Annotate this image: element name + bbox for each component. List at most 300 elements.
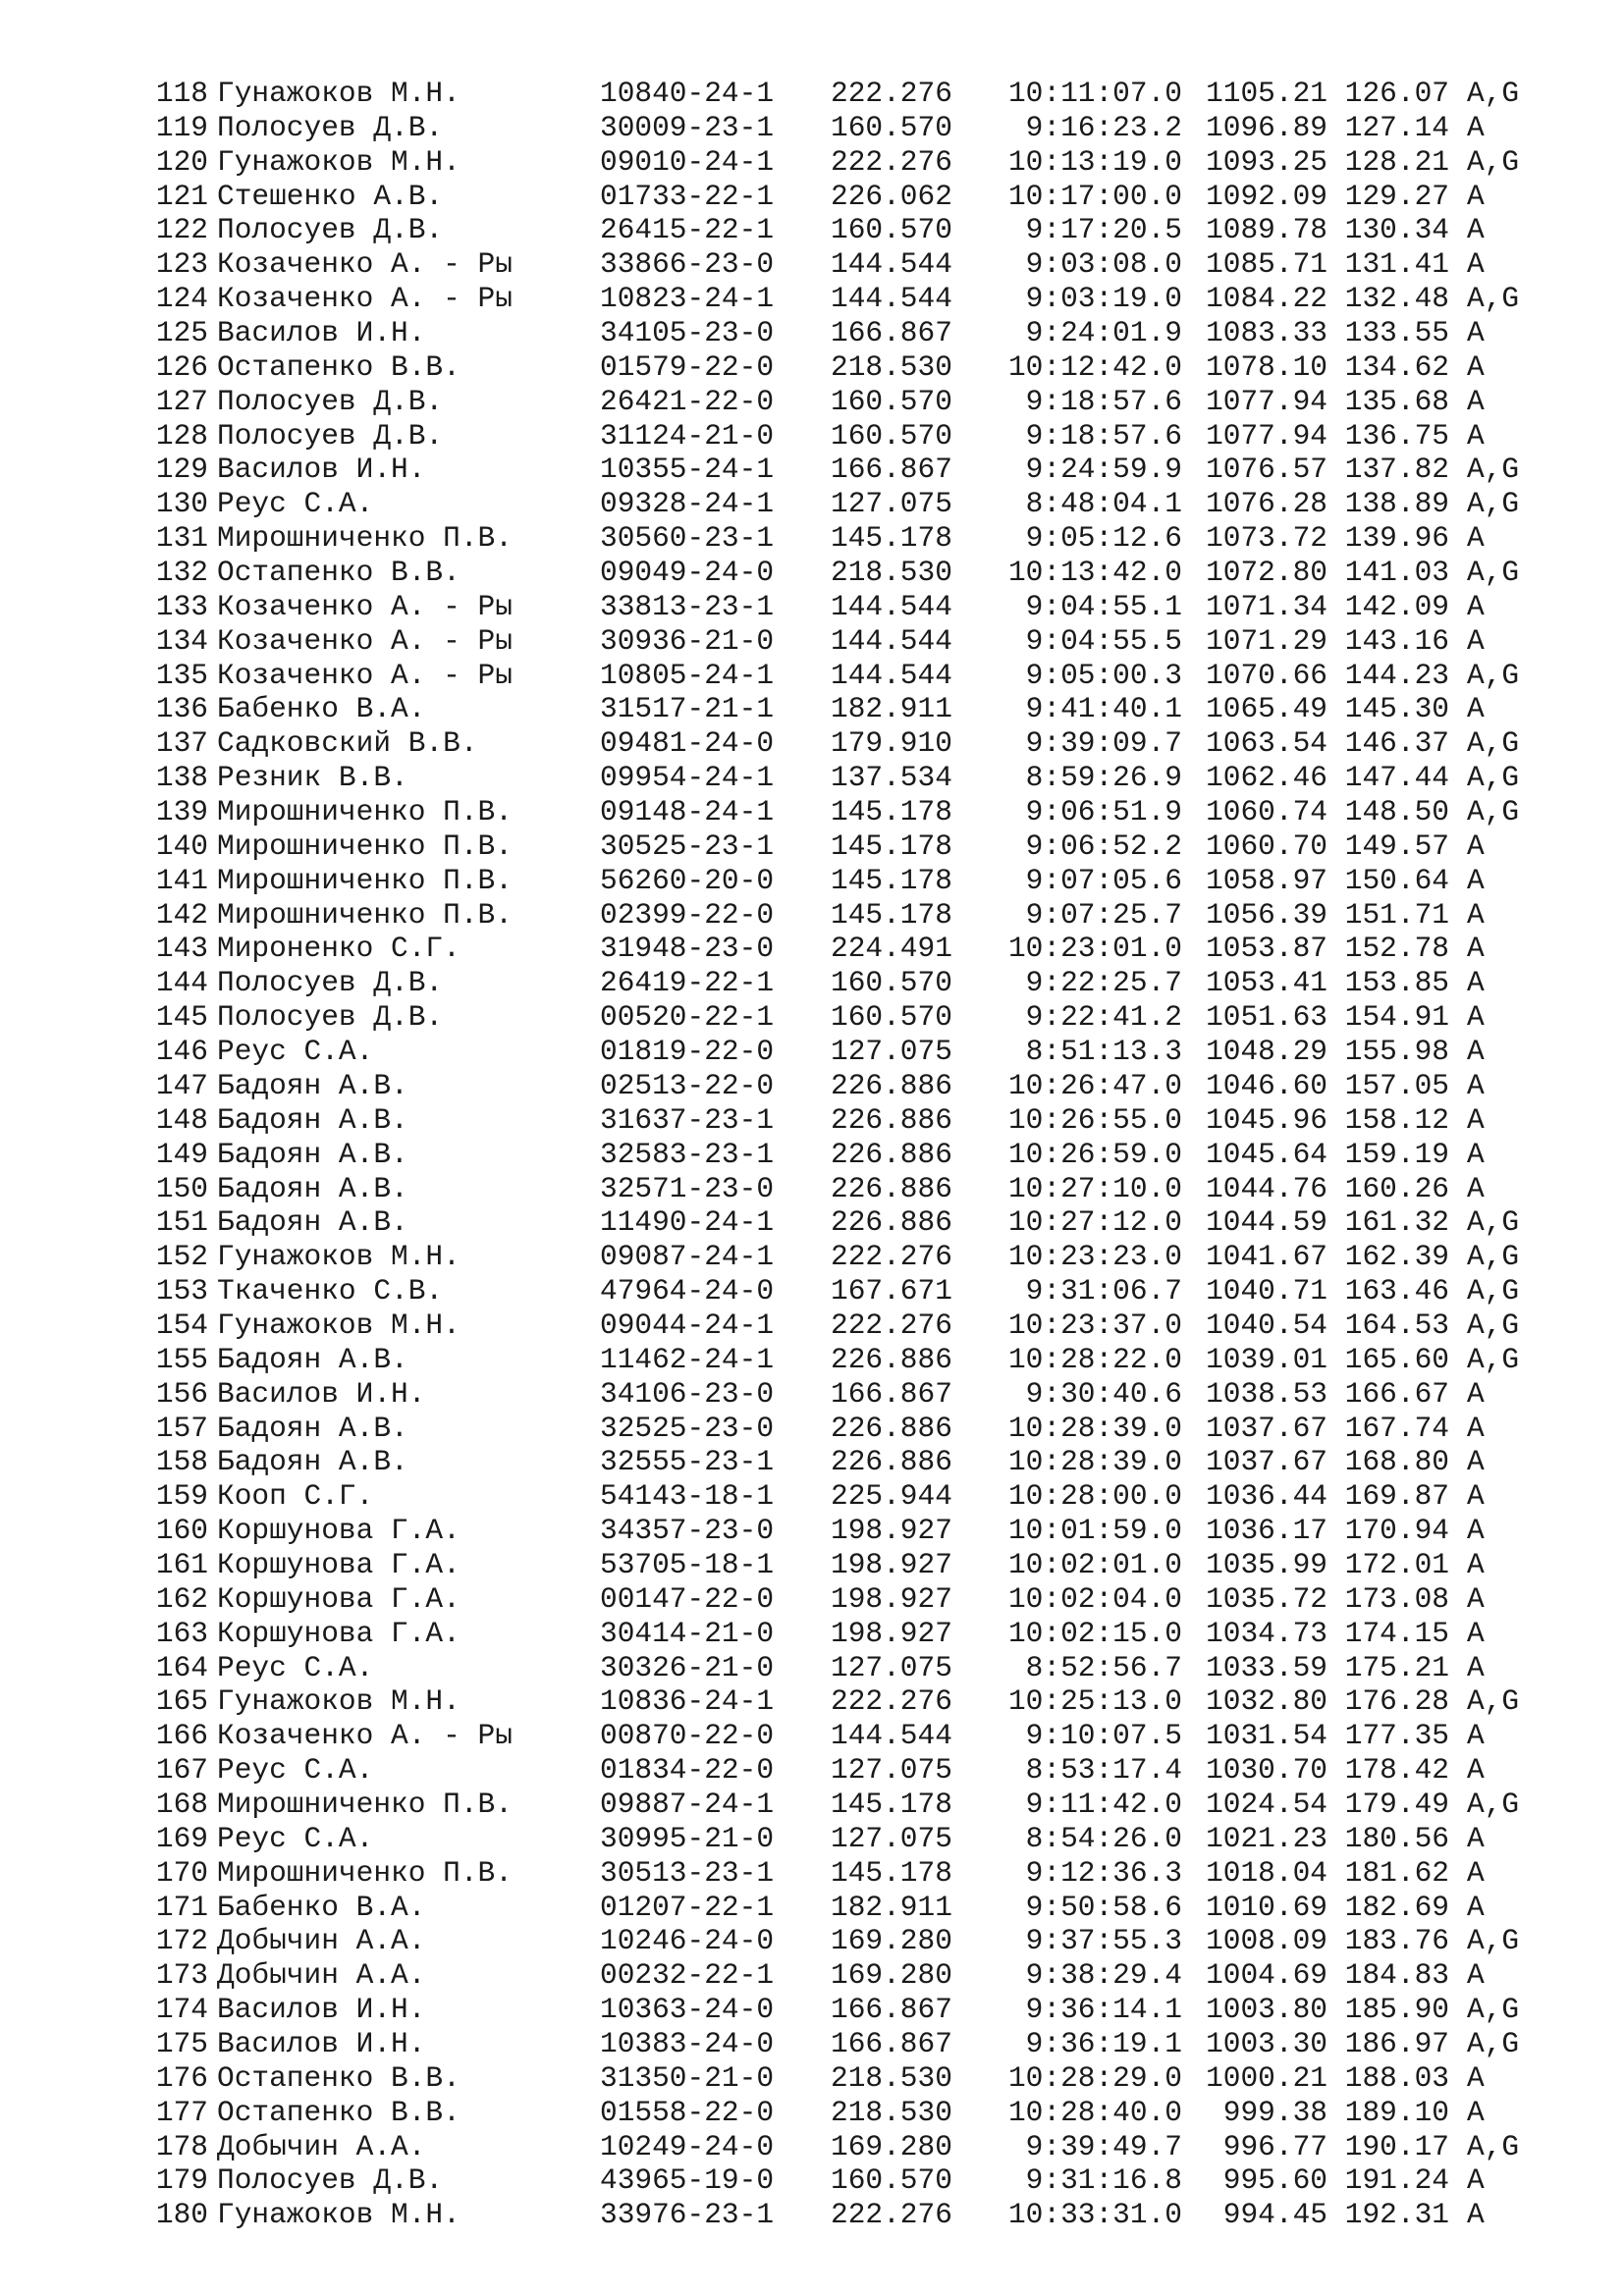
place-number: 144 — [155, 966, 208, 1000]
speed: 1077.94 — [1206, 418, 1327, 453]
ring-number: 01834-22-0 — [600, 1753, 775, 1788]
place-number: 133 — [155, 589, 208, 623]
place-number: 142 — [155, 897, 208, 932]
distance: 222.276 — [831, 1308, 952, 1342]
speed: 1051.63 — [1206, 1000, 1327, 1035]
speed: 1038.53 — [1206, 1376, 1327, 1411]
speed: 1046.60 — [1206, 1068, 1327, 1102]
arrival-time: 10:28:29.0 — [1007, 2060, 1182, 2095]
arrival-time: 10:28:39.0 — [1007, 1445, 1182, 1479]
distance: 169.280 — [831, 2129, 952, 2163]
distance: 145.178 — [831, 1855, 952, 1890]
flags: A — [1467, 1650, 1485, 1684]
ring-number: 01819-22-0 — [600, 1035, 775, 1069]
arrival-time: 9:16:23.2 — [1025, 110, 1182, 144]
ring-number: 11490-24-1 — [600, 1205, 775, 1240]
fancier-name: Коршунова Г.А. — [217, 1581, 460, 1616]
coefficient: 185.90 — [1344, 1993, 1449, 2027]
distance: 144.544 — [831, 282, 952, 316]
place-number: 129 — [155, 453, 208, 487]
place-number: 149 — [155, 1137, 208, 1171]
coefficient: 133.55 — [1344, 316, 1449, 350]
coefficient: 183.76 — [1344, 1924, 1449, 1958]
arrival-time: 9:30:40.6 — [1025, 1376, 1182, 1411]
fancier-name: Козаченко А. - Ры — [217, 247, 513, 282]
speed: 1071.29 — [1206, 623, 1327, 658]
speed: 1037.67 — [1206, 1411, 1327, 1445]
arrival-time: 9:38:29.4 — [1025, 1958, 1182, 1993]
arrival-time: 10:23:23.0 — [1007, 1240, 1182, 1274]
place-number: 155 — [155, 1342, 208, 1376]
coefficient: 165.60 — [1344, 1342, 1449, 1376]
flags: A — [1467, 521, 1485, 556]
arrival-time: 9:04:55.5 — [1025, 623, 1182, 658]
coefficient: 168.80 — [1344, 1445, 1449, 1479]
coefficient: 163.46 — [1344, 1274, 1449, 1308]
ring-number: 30525-23-1 — [600, 828, 775, 863]
speed: 1093.25 — [1206, 144, 1327, 179]
ring-number: 01733-22-1 — [600, 179, 775, 213]
ring-number: 34106-23-0 — [600, 1376, 775, 1411]
coefficient: 127.14 — [1344, 110, 1449, 144]
flags: A — [1467, 2163, 1485, 2198]
place-number: 140 — [155, 828, 208, 863]
ring-number: 10363-24-0 — [600, 1993, 775, 2027]
arrival-time: 9:50:58.6 — [1025, 1890, 1182, 1924]
flags: A — [1467, 349, 1485, 384]
ring-number: 10383-24-0 — [600, 2026, 775, 2060]
ring-number: 10836-24-1 — [600, 1684, 775, 1719]
arrival-time: 10:13:42.0 — [1007, 556, 1182, 590]
distance: 160.570 — [831, 1000, 952, 1035]
coefficient: 186.97 — [1344, 2026, 1449, 2060]
arrival-time: 9:12:36.3 — [1025, 1855, 1182, 1890]
ring-number: 10246-24-0 — [600, 1924, 775, 1958]
fancier-name: Стешенко А.В. — [217, 179, 444, 213]
speed: 1003.30 — [1206, 2026, 1327, 2060]
coefficient: 169.87 — [1344, 1479, 1449, 1514]
flags: A,G — [1467, 487, 1520, 521]
place-number: 123 — [155, 247, 208, 282]
place-number: 131 — [155, 521, 208, 556]
distance: 160.570 — [831, 110, 952, 144]
arrival-time: 10:26:55.0 — [1007, 1102, 1182, 1137]
flags: A,G — [1467, 1308, 1520, 1342]
speed: 1030.70 — [1206, 1753, 1327, 1788]
coefficient: 192.31 — [1344, 2198, 1449, 2232]
place-number: 172 — [155, 1924, 208, 1958]
distance: 222.276 — [831, 144, 952, 179]
coefficient: 190.17 — [1344, 2129, 1449, 2163]
fancier-name: Остапенко В.В. — [217, 349, 460, 384]
arrival-time: 8:53:17.4 — [1025, 1753, 1182, 1788]
coefficient: 159.19 — [1344, 1137, 1449, 1171]
distance: 145.178 — [831, 1787, 952, 1821]
distance: 145.178 — [831, 897, 952, 932]
ring-number: 32555-23-1 — [600, 1445, 775, 1479]
coefficient: 191.24 — [1344, 2163, 1449, 2198]
coefficient: 167.74 — [1344, 1411, 1449, 1445]
place-number: 130 — [155, 487, 208, 521]
distance: 224.491 — [831, 932, 952, 966]
arrival-time: 10:02:04.0 — [1007, 1581, 1182, 1616]
speed: 1076.57 — [1206, 453, 1327, 487]
arrival-time: 9:36:19.1 — [1025, 2026, 1182, 2060]
flags: A — [1467, 863, 1485, 897]
place-number: 134 — [155, 623, 208, 658]
coefficient: 138.89 — [1344, 487, 1449, 521]
flags: A — [1467, 213, 1485, 247]
speed: 999.38 — [1222, 2095, 1327, 2129]
ring-number: 09887-24-1 — [600, 1787, 775, 1821]
ring-number: 33813-23-1 — [600, 589, 775, 623]
distance: 218.530 — [831, 2095, 952, 2129]
flags: A,G — [1467, 144, 1520, 179]
coefficient: 181.62 — [1344, 1855, 1449, 1890]
fancier-name: Полосуев Д.В. — [217, 966, 444, 1000]
flags: A,G — [1467, 2129, 1520, 2163]
coefficient: 142.09 — [1344, 589, 1449, 623]
distance: 145.178 — [831, 795, 952, 829]
flags: A,G — [1467, 2026, 1520, 2060]
arrival-time: 8:54:26.0 — [1025, 1821, 1182, 1855]
speed: 1089.78 — [1206, 213, 1327, 247]
flags: A,G — [1467, 726, 1520, 761]
arrival-time: 9:22:25.7 — [1025, 966, 1182, 1000]
place-number: 146 — [155, 1035, 208, 1069]
ring-number: 31350-21-0 — [600, 2060, 775, 2095]
arrival-time: 9:39:49.7 — [1025, 2129, 1182, 2163]
fancier-name: Резник В.В. — [217, 761, 408, 795]
distance: 160.570 — [831, 384, 952, 418]
fancier-name: Козаченко А. - Ры — [217, 282, 513, 316]
arrival-time: 9:05:12.6 — [1025, 521, 1182, 556]
place-number: 153 — [155, 1274, 208, 1308]
fancier-name: Бадоян А.В. — [217, 1068, 408, 1102]
place-number: 135 — [155, 658, 208, 692]
coefficient: 148.50 — [1344, 795, 1449, 829]
coefficient: 131.41 — [1344, 247, 1449, 282]
distance: 182.911 — [831, 692, 952, 726]
fancier-name: Полосуев Д.В. — [217, 1000, 444, 1035]
distance: 218.530 — [831, 556, 952, 590]
fancier-name: Мирошниченко П.В. — [217, 863, 513, 897]
arrival-time: 10:11:07.0 — [1007, 77, 1182, 110]
distance: 144.544 — [831, 589, 952, 623]
flags: A — [1467, 1000, 1485, 1035]
arrival-time: 9:06:52.2 — [1025, 828, 1182, 863]
arrival-time: 10:01:59.0 — [1007, 1514, 1182, 1548]
flags: A — [1467, 1035, 1485, 1069]
ring-number: 31948-23-0 — [600, 932, 775, 966]
fancier-name: Добычин А.А. — [217, 2129, 426, 2163]
arrival-time: 10:13:19.0 — [1007, 144, 1182, 179]
speed: 1000.21 — [1206, 2060, 1327, 2095]
coefficient: 164.53 — [1344, 1308, 1449, 1342]
ring-number: 34357-23-0 — [600, 1514, 775, 1548]
coefficient: 184.83 — [1344, 1958, 1449, 1993]
speed: 1096.89 — [1206, 110, 1327, 144]
place-number: 157 — [155, 1411, 208, 1445]
arrival-time: 10:27:10.0 — [1007, 1171, 1182, 1205]
coefficient: 188.03 — [1344, 2060, 1449, 2095]
coefficient: 143.16 — [1344, 623, 1449, 658]
coefficient: 137.82 — [1344, 453, 1449, 487]
ring-number: 09328-24-1 — [600, 487, 775, 521]
fancier-name: Гунажоков М.Н. — [217, 1240, 460, 1274]
speed: 1045.64 — [1206, 1137, 1327, 1171]
place-number: 132 — [155, 556, 208, 590]
distance: 166.867 — [831, 316, 952, 350]
fancier-name: Реус С.А. — [217, 1650, 374, 1684]
arrival-time: 10:02:01.0 — [1007, 1547, 1182, 1581]
ring-number: 09148-24-1 — [600, 795, 775, 829]
distance: 226.886 — [831, 1342, 952, 1376]
arrival-time: 10:23:37.0 — [1007, 1308, 1182, 1342]
speed: 995.60 — [1222, 2163, 1327, 2198]
flags: A — [1467, 1137, 1485, 1171]
coefficient: 180.56 — [1344, 1821, 1449, 1855]
ring-number: 31124-21-0 — [600, 418, 775, 453]
speed: 1084.22 — [1206, 282, 1327, 316]
speed: 996.77 — [1222, 2129, 1327, 2163]
arrival-time: 9:37:55.3 — [1025, 1924, 1182, 1958]
flags: A — [1467, 1479, 1485, 1514]
speed: 1060.70 — [1206, 828, 1327, 863]
place-number: 164 — [155, 1650, 208, 1684]
place-number: 158 — [155, 1445, 208, 1479]
speed: 1018.04 — [1206, 1855, 1327, 1890]
distance: 182.911 — [831, 1890, 952, 1924]
fancier-name: Садковский В.В. — [217, 726, 478, 761]
distance: 127.075 — [831, 487, 952, 521]
distance: 226.886 — [831, 1171, 952, 1205]
arrival-time: 8:59:26.9 — [1025, 761, 1182, 795]
arrival-time: 9:11:42.0 — [1025, 1787, 1182, 1821]
fancier-name: Мирошниченко П.В. — [217, 1787, 513, 1821]
arrival-time: 9:36:14.1 — [1025, 1993, 1182, 2027]
ring-number: 33866-23-0 — [600, 247, 775, 282]
place-number: 173 — [155, 1958, 208, 1993]
flags: A — [1467, 1958, 1485, 1993]
ring-number: 00520-22-1 — [600, 1000, 775, 1035]
arrival-time: 10:28:22.0 — [1007, 1342, 1182, 1376]
fancier-name: Коршунова Г.А. — [217, 1616, 460, 1650]
arrival-time: 10:28:40.0 — [1007, 2095, 1182, 2129]
flags: A — [1467, 384, 1485, 418]
place-number: 150 — [155, 1171, 208, 1205]
speed: 1044.76 — [1206, 1171, 1327, 1205]
ring-number: 01558-22-0 — [600, 2095, 775, 2129]
place-number: 121 — [155, 179, 208, 213]
ring-number: 00870-22-0 — [600, 1719, 775, 1753]
flags: A — [1467, 2060, 1485, 2095]
flags: A — [1467, 1581, 1485, 1616]
ring-number: 30326-21-0 — [600, 1650, 775, 1684]
distance: 145.178 — [831, 863, 952, 897]
arrival-time: 9:31:06.7 — [1025, 1274, 1182, 1308]
fancier-name: Реус С.А. — [217, 1035, 374, 1069]
coefficient: 145.30 — [1344, 692, 1449, 726]
flags: A — [1467, 1616, 1485, 1650]
distance: 169.280 — [831, 1924, 952, 1958]
flags: A,G — [1467, 761, 1520, 795]
distance: 218.530 — [831, 2060, 952, 2095]
flags: A — [1467, 1514, 1485, 1548]
ring-number: 09954-24-1 — [600, 761, 775, 795]
place-number: 147 — [155, 1068, 208, 1102]
arrival-time: 9:31:16.8 — [1025, 2163, 1182, 2198]
fancier-name: Полосуев Д.В. — [217, 2163, 444, 2198]
distance: 127.075 — [831, 1821, 952, 1855]
coefficient: 130.34 — [1344, 213, 1449, 247]
flags: A — [1467, 828, 1485, 863]
ring-number: 11462-24-1 — [600, 1342, 775, 1376]
arrival-time: 10:02:15.0 — [1007, 1616, 1182, 1650]
speed: 1031.54 — [1206, 1719, 1327, 1753]
place-number: 124 — [155, 282, 208, 316]
speed: 1035.99 — [1206, 1547, 1327, 1581]
arrival-time: 9:22:41.2 — [1025, 1000, 1182, 1035]
coefficient: 162.39 — [1344, 1240, 1449, 1274]
distance: 166.867 — [831, 1993, 952, 2027]
speed: 1036.44 — [1206, 1479, 1327, 1514]
coefficient: 147.44 — [1344, 761, 1449, 795]
coefficient: 129.27 — [1344, 179, 1449, 213]
flags: A,G — [1467, 1274, 1520, 1308]
arrival-time: 10:26:59.0 — [1007, 1137, 1182, 1171]
place-number: 136 — [155, 692, 208, 726]
distance: 198.927 — [831, 1514, 952, 1548]
ring-number: 02513-22-0 — [600, 1068, 775, 1102]
arrival-time: 9:17:20.5 — [1025, 213, 1182, 247]
coefficient: 158.12 — [1344, 1102, 1449, 1137]
coefficient: 161.32 — [1344, 1205, 1449, 1240]
speed: 1056.39 — [1206, 897, 1327, 932]
place-number: 145 — [155, 1000, 208, 1035]
arrival-time: 10:26:47.0 — [1007, 1068, 1182, 1102]
ring-number: 00147-22-0 — [600, 1581, 775, 1616]
distance: 226.886 — [831, 1411, 952, 1445]
flags: A,G — [1467, 795, 1520, 829]
speed: 1037.67 — [1206, 1445, 1327, 1479]
coefficient: 126.07 — [1344, 77, 1449, 110]
coefficient: 149.57 — [1344, 828, 1449, 863]
ring-number: 10805-24-1 — [600, 658, 775, 692]
distance: 127.075 — [831, 1753, 952, 1788]
place-number: 122 — [155, 213, 208, 247]
distance: 169.280 — [831, 1958, 952, 1993]
fancier-name: Бабенко В.А. — [217, 692, 426, 726]
fancier-name: Полосуев Д.В. — [217, 418, 444, 453]
place-number: 161 — [155, 1547, 208, 1581]
fancier-name: Добычин А.А. — [217, 1924, 426, 1958]
fancier-name: Василов И.Н. — [217, 316, 426, 350]
fancier-name: Бадоян А.В. — [217, 1205, 408, 1240]
fancier-name: Бадоян А.В. — [217, 1445, 408, 1479]
ring-number: 09044-24-1 — [600, 1308, 775, 1342]
speed: 1053.87 — [1206, 932, 1327, 966]
flags: A — [1467, 1102, 1485, 1137]
ring-number: 31637-23-1 — [600, 1102, 775, 1137]
fancier-name: Козаченко А. - Ры — [217, 589, 513, 623]
distance: 179.910 — [831, 726, 952, 761]
place-number: 165 — [155, 1684, 208, 1719]
place-number: 138 — [155, 761, 208, 795]
speed: 1105.21 — [1206, 77, 1327, 110]
ring-number: 33976-23-1 — [600, 2198, 775, 2232]
arrival-time: 9:05:00.3 — [1025, 658, 1182, 692]
flags: A — [1467, 316, 1485, 350]
coefficient: 178.42 — [1344, 1753, 1449, 1788]
arrival-time: 10:28:39.0 — [1007, 1411, 1182, 1445]
ring-number: 32571-23-0 — [600, 1171, 775, 1205]
arrival-time: 9:10:07.5 — [1025, 1719, 1182, 1753]
coefficient: 146.37 — [1344, 726, 1449, 761]
speed: 1040.54 — [1206, 1308, 1327, 1342]
coefficient: 182.69 — [1344, 1890, 1449, 1924]
speed: 1004.69 — [1206, 1958, 1327, 1993]
flags: A,G — [1467, 282, 1520, 316]
ring-number: 43965-19-0 — [600, 2163, 775, 2198]
ring-number: 26421-22-0 — [600, 384, 775, 418]
ring-number: 26415-22-1 — [600, 213, 775, 247]
place-number: 151 — [155, 1205, 208, 1240]
distance: 225.944 — [831, 1479, 952, 1514]
distance: 166.867 — [831, 1376, 952, 1411]
place-number: 168 — [155, 1787, 208, 1821]
fancier-name: Кооп С.Г. — [217, 1479, 374, 1514]
speed: 1024.54 — [1206, 1787, 1327, 1821]
fancier-name: Гунажоков М.Н. — [217, 77, 460, 110]
flags: A — [1467, 110, 1485, 144]
ring-number: 09049-24-0 — [600, 556, 775, 590]
coefficient: 153.85 — [1344, 966, 1449, 1000]
fancier-name: Добычин А.А. — [217, 1958, 426, 1993]
distance: 222.276 — [831, 77, 952, 110]
distance: 226.886 — [831, 1137, 952, 1171]
fancier-name: Остапенко В.В. — [217, 556, 460, 590]
place-number: 148 — [155, 1102, 208, 1137]
speed: 1071.34 — [1206, 589, 1327, 623]
flags: A — [1467, 1890, 1485, 1924]
place-number: 120 — [155, 144, 208, 179]
arrival-time: 10:12:42.0 — [1007, 349, 1182, 384]
fancier-name: Бадоян А.В. — [217, 1137, 408, 1171]
fancier-name: Бадоян А.В. — [217, 1102, 408, 1137]
distance: 226.886 — [831, 1445, 952, 1479]
coefficient: 160.26 — [1344, 1171, 1449, 1205]
fancier-name: Коршунова Г.А. — [217, 1514, 460, 1548]
ring-number: 09481-24-0 — [600, 726, 775, 761]
distance: 145.178 — [831, 828, 952, 863]
speed: 1060.74 — [1206, 795, 1327, 829]
distance: 198.927 — [831, 1547, 952, 1581]
fancier-name: Мирошниченко П.В. — [217, 1855, 513, 1890]
flags: A — [1467, 1445, 1485, 1479]
place-number: 160 — [155, 1514, 208, 1548]
arrival-time: 8:48:04.1 — [1025, 487, 1182, 521]
ring-number: 30009-23-1 — [600, 110, 775, 144]
flags: A — [1467, 1411, 1485, 1445]
coefficient: 172.01 — [1344, 1547, 1449, 1581]
speed: 1048.29 — [1206, 1035, 1327, 1069]
flags: A — [1467, 589, 1485, 623]
place-number: 177 — [155, 2095, 208, 2129]
flags: A,G — [1467, 1342, 1520, 1376]
fancier-name: Реус С.А. — [217, 1753, 374, 1788]
coefficient: 139.96 — [1344, 521, 1449, 556]
